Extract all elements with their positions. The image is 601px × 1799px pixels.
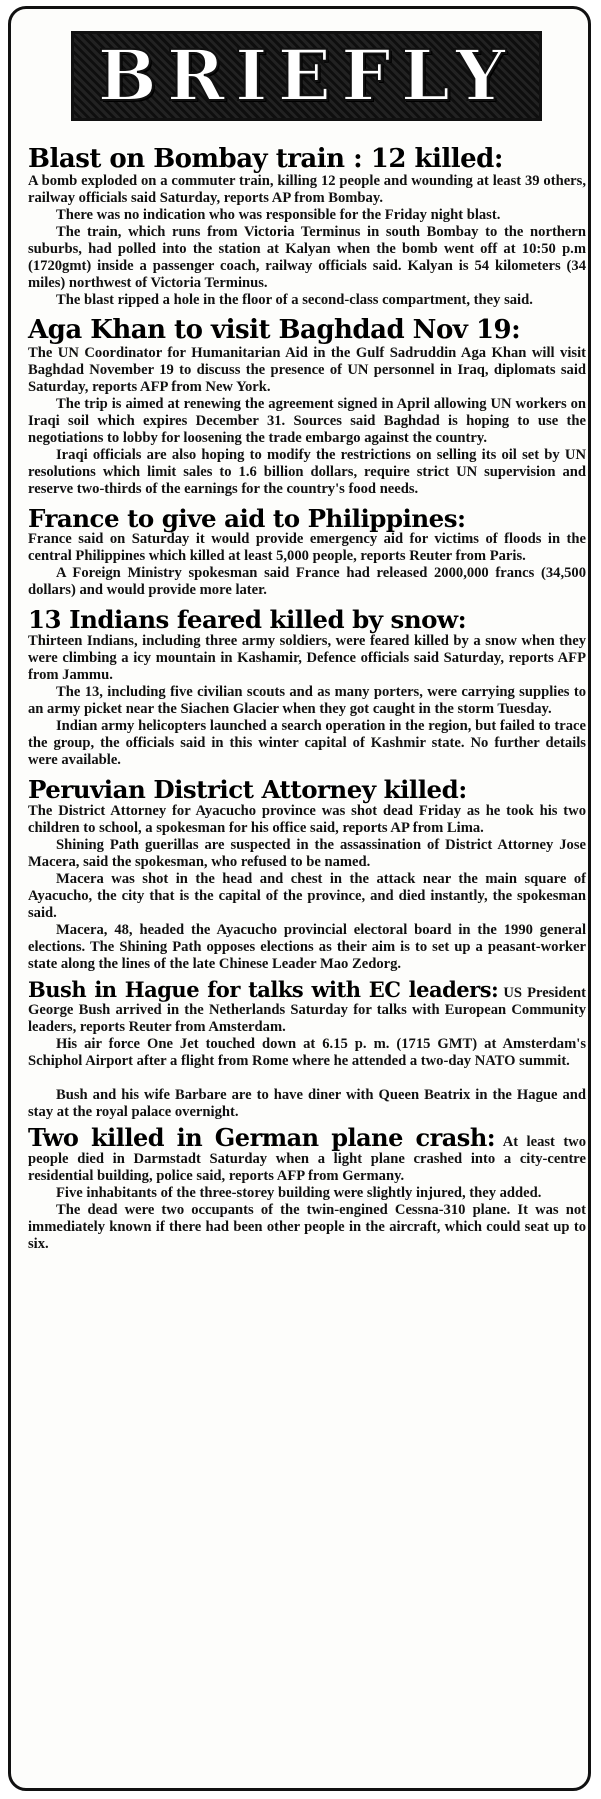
story-indians-snow: [28, 607, 586, 769]
story-lead-paragraph: [28, 976, 586, 1036]
paragraph-gap: [28, 1070, 586, 1087]
story-headline: Aga Khan to visit Baghdad Nov 19:: [28, 315, 521, 346]
story-paragraph: A bomb exploded on a commuter train, killing 12 people and wounding at least 39 others, railway officials said Saturday, reports AP from Bombay.: [28, 173, 586, 207]
story-paragraph: The train, which runs from Victoria Terminus in south Bombay to the northern suburbs, had polled into the station at Kalyan when the bomb went off at 10:50 p.m (1720gmt) inside a passenger coach, railway officials said. Kalyan is 54 kilometers (34 miles) northwest of Victoria Terminus.: [28, 224, 586, 292]
story-headline: Bush in Hague for talks with EC leaders:: [28, 976, 499, 1002]
stories-column: [28, 146, 586, 1261]
story-paragraph: The trip is aimed at renewing the agreement signed in April allowing UN workers on Iraqi soil which expires December 31. Sources said Baghdad is hoping to use the negotiations to lobby for loosening the trade embargo against the country.: [28, 395, 586, 446]
story-paragraph: A Foreign Ministry spokesman said France had released 2000,000 francs (34,500 dollars) and would provide more later.: [28, 565, 586, 599]
story-france-philippines: [28, 503, 586, 600]
story-headline: Two killed in German plane crash:: [28, 1122, 496, 1152]
masthead-banner: [71, 31, 542, 121]
story-bombay-train: [28, 146, 586, 309]
story-aga-khan: [28, 317, 586, 497]
story-paragraph: Indian army helicopters launched a search operation in the region, but failed to trace the group, the officials said in this winter capital of Kashmir state. No further details were available.: [28, 718, 586, 769]
masthead-title: BRIEFLY: [97, 34, 516, 117]
briefly-panel: [8, 6, 591, 1791]
story-paragraph: Five inhabitants of the three-storey building were slightly injured, they added.: [56, 1184, 542, 1201]
story-paragraph: Macera was shot in the head and chest in the attack near the main square of Ayacucho, the city that is the capital of the province, and died instantly, the spokesman said.: [28, 870, 586, 921]
story-headline: Blast on Bombay train : 12 killed:: [28, 144, 503, 174]
story-paragraph: Macera, 48, headed the Ayacucho provincial electoral board in the 1990 general elections. The Shining Path opposes elections as their aim is to set up a peasant-worker state along the lines of the late Chinese Leader Mao Zedorg.: [28, 921, 586, 972]
story-paragraph: Thirteen Indians, including three army soldiers, were feared killed by a snow when they were climbing a icy mountain in Kashamir, Defence officials said Saturday, reports AFP from Jammu.: [28, 633, 586, 684]
story-paragraph: Iraqi officials are also hoping to modify the restrictions on selling its oil set by UN resolutions which limit sales to 1.6 billion dollars, require strict UN supervision and reserve two-thirds of the earnings for the country's food needs.: [28, 446, 586, 497]
story-paragraph: The dead were two occupants of the twin-engined Cessna-310 plane. It was not immediately known if there had been other people in the aircraft, which could seat up to six.: [28, 1201, 586, 1252]
story-headline: France to give aid to Philippines:: [28, 503, 466, 533]
story-peru-attorney: [28, 777, 586, 973]
story-paragraph: There was no indication who was responsible for the Friday night blast.: [56, 207, 501, 224]
story-paragraph: France said on Saturday it would provide emergency aid for victims of floods in the central Philippines which killed at least 5,000 people, reports Reuter from Paris.: [28, 531, 586, 565]
story-lead-text: At least two people died in Darmstadt Saturday when a light plane crashed into a city-centre residential building, police said, reports AFP from Germany.: [28, 1133, 587, 1184]
story-paragraph: Shining Path guerillas are suspected in the assassination of District Attorney Jose Macera, said the spokesman, who refused to be named.: [28, 836, 586, 870]
story-paragraph: The blast ripped a hole in the floor of a second-class compartment, they said.: [56, 292, 533, 309]
story-paragraph: Bush and his wife Barbare are to have diner with Queen Beatrix in the Hague and stay at the royal palace overnight.: [28, 1086, 586, 1120]
story-headline: Peruvian District Attorney killed:: [28, 775, 467, 805]
story-paragraph: The UN Coordinator for Humanitarian Aid in the Gulf Sadruddin Aga Khan will visit Baghdad November 19 to discuss the presence of UN personnel in Iraq, diplomats said Saturday, reports AFP from New York.: [28, 344, 586, 395]
story-paragraph: His air force One Jet touched down at 6.15 p. m. (1715 GMT) at Amsterdam's Schiphol Airport after a flight from Rome where he attended a two-day NATO summit.: [28, 1035, 586, 1069]
story-bush-hague: [28, 976, 586, 1121]
story-german-plane: [28, 1122, 587, 1253]
story-headline: 13 Indians feared killed by snow:: [28, 605, 467, 635]
story-paragraph: The 13, including five civilian scouts and as many porters, were carrying supplies to an army picket near the Siachen Glacier when they got caught in the storm Tuesday.: [28, 684, 586, 718]
story-lead-text: US President George Bush arrived in the Netherlands Saturday for talks with European Community leaders, reports Reuter from Amsterdam.: [28, 984, 586, 1035]
story-paragraph: The District Attorney for Ayacucho province was shot dead Friday as he took his two children to school, a spokesman for his office said, reports AP from Lima.: [28, 802, 586, 836]
story-lead-paragraph: [28, 1122, 587, 1185]
